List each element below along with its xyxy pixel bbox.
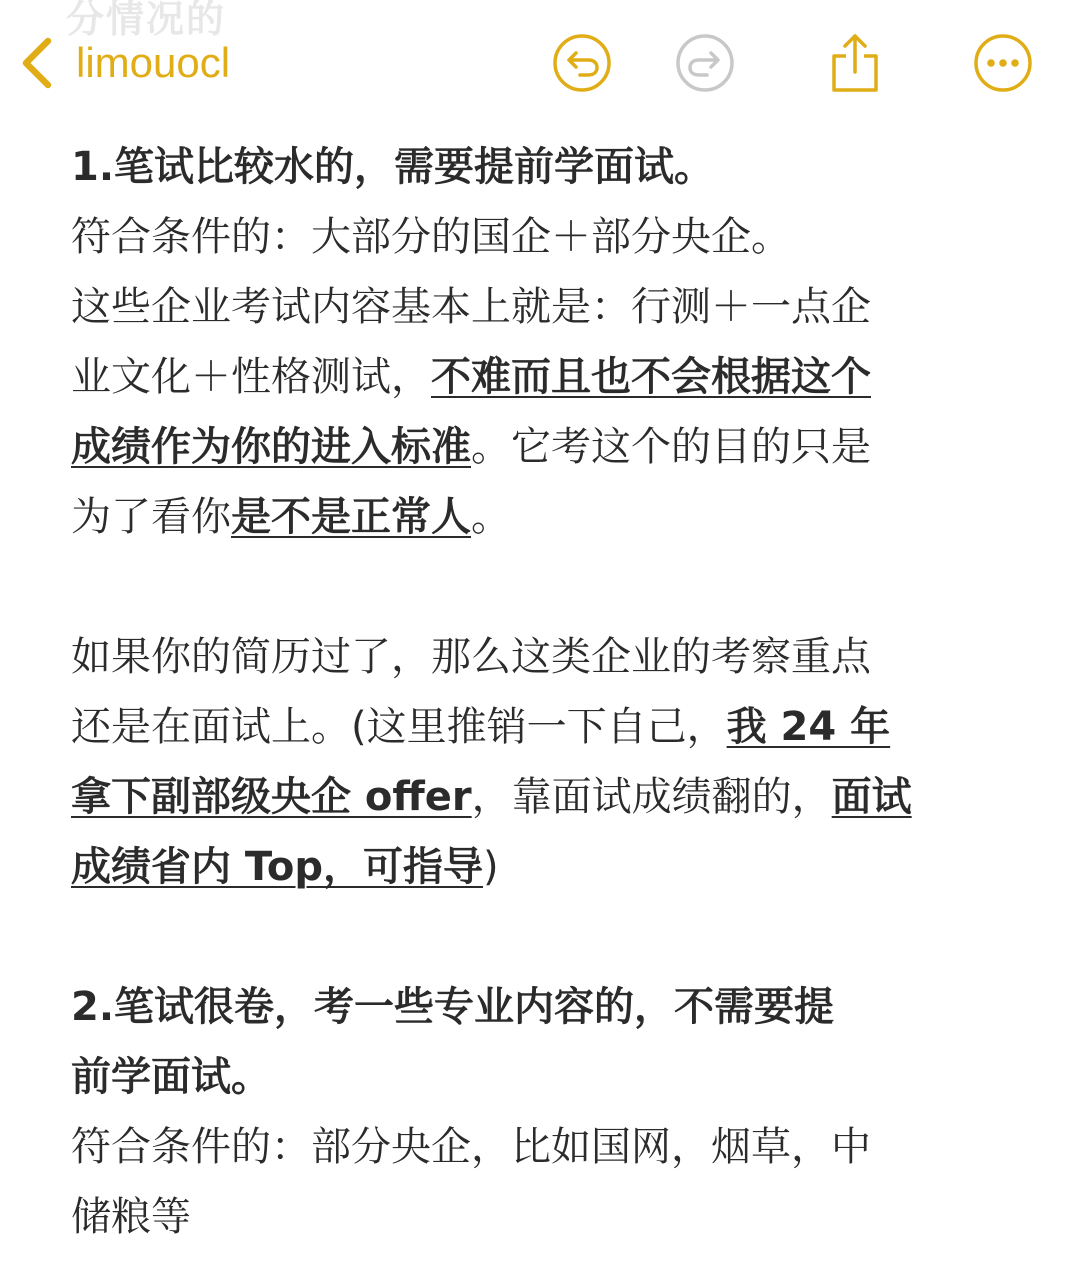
section-2-line [71, 762, 1011, 832]
section-2-line [71, 832, 1011, 902]
note-body[interactable] [71, 132, 1011, 1252]
underlined-text: 拿下副部级央企 offer [71, 774, 472, 820]
section-3-line: 符合条件的：部分央企，比如国网，烟草，中 [71, 1124, 871, 1170]
plain-text: ，靠面试成绩翻的， [471, 774, 832, 820]
section-1-line: 这些企业考试内容基本上就是：行测＋一点企 [71, 284, 871, 330]
plain-text: 为了看你 [71, 494, 231, 540]
section-1-line [71, 482, 1011, 552]
chevron-left-icon [18, 35, 54, 91]
section-1-line [71, 342, 1011, 412]
section-2-heading: 2.笔试很卷，考一些专业内容的，不需要提 [71, 984, 835, 1030]
plain-text: 。 [471, 494, 511, 540]
plain-text: ) [483, 844, 499, 890]
section-1-heading: 1.笔试比较水的，需要提前学面试。 [71, 144, 715, 190]
underlined-text: 面试 [831, 774, 912, 820]
top-navigation-bar [0, 18, 1080, 110]
plain-text: 。它考这个的目的只是 [471, 424, 871, 470]
underlined-text: 成绩省内 Top，可指导 [71, 844, 484, 890]
underlined-text: 是不是正常人 [231, 494, 471, 540]
blank-line [71, 552, 1011, 622]
section-1-line: 符合条件的：大部分的国企＋部分央企。 [71, 214, 791, 260]
blank-line [71, 902, 1011, 972]
redo-icon[interactable] [674, 32, 736, 94]
more-icon[interactable] [972, 32, 1034, 94]
plain-text: 业文化＋性格测试， [71, 354, 431, 400]
section-1-line [71, 412, 1011, 482]
underlined-text: 不难而且也不会根据这个 [431, 354, 871, 400]
share-icon[interactable] [824, 32, 886, 94]
section-2-line: 如果你的简历过了，那么这类企业的考察重点 [71, 634, 871, 680]
faded-previous-text: 分情况的 [66, 0, 227, 41]
section-2-heading: 前学面试。 [71, 1054, 271, 1100]
underlined-text: 我 24 年 [726, 704, 891, 750]
back-button[interactable] [18, 32, 230, 94]
section-3-line: 储粮等 [71, 1194, 191, 1240]
plain-text: 还是在面试上。(这里推销一下自己， [71, 704, 727, 750]
underlined-text: 成绩作为你的进入标准 [71, 424, 471, 470]
undo-icon[interactable] [551, 32, 613, 94]
section-2-line [71, 692, 1011, 762]
back-label: limouocl [76, 39, 231, 86]
